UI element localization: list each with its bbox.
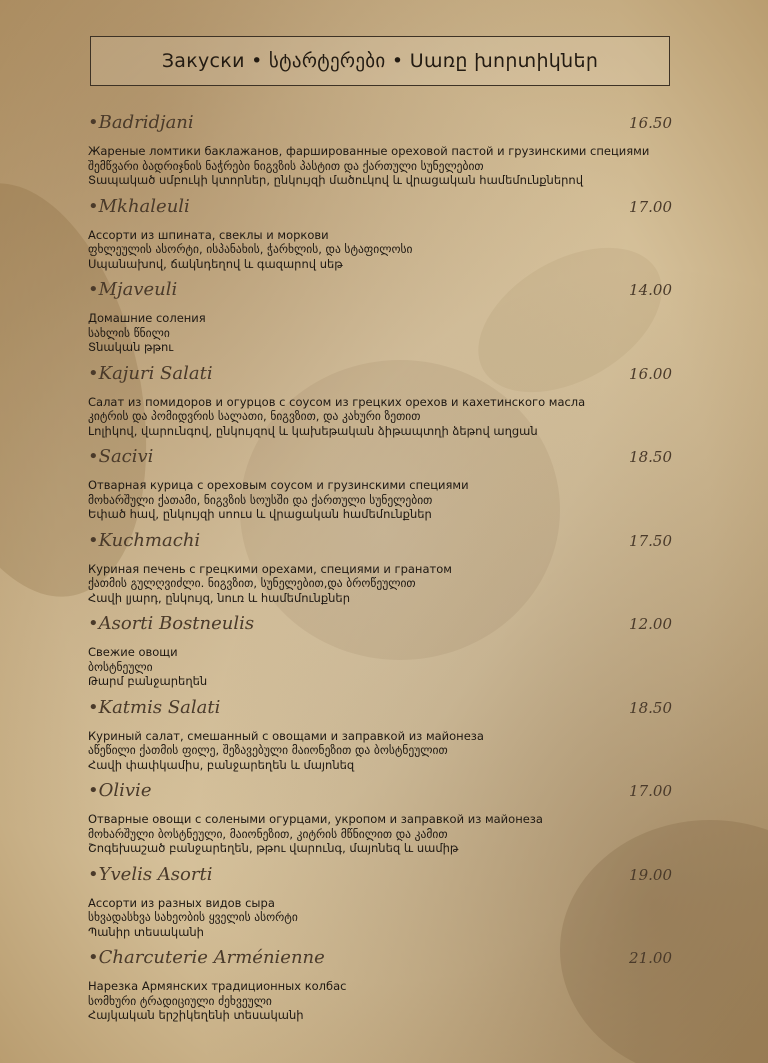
menu-item-header — [88, 697, 672, 725]
description-line: Куриный салат, смешанный с овощами и заправкой из майонеза — [88, 728, 484, 743]
menu-item-name: •Badridjani — [88, 112, 194, 133]
description-line: Жареные ломтики баклажанов, фаршированные ореховой пастой и грузинскими специями — [88, 144, 650, 158]
menu-item — [88, 196, 672, 280]
description-line: Отварная курица с ореховым соусом и грузинскими специями — [88, 478, 469, 492]
description-line: ფხლეულის ასორტი, ისპანახის, ჭარხლის, და სტაფილოსი — [88, 242, 413, 256]
description-line: Հավի փափկամիս, բանջարեղեն և մայոնեզ — [88, 757, 355, 772]
description-line: Салат из помидоров и огурцов с соусом из грецких орехов и кахетинского масла — [88, 394, 586, 409]
menu-item-description — [88, 645, 672, 689]
menu-item-header — [88, 279, 672, 307]
menu-item-description — [88, 311, 672, 355]
menu-item — [88, 947, 672, 1031]
menu-item-price: 14.00 — [629, 281, 672, 299]
menu-item-name: •Asorti Bostneulis — [88, 613, 255, 634]
menu-item-header — [88, 947, 672, 975]
menu-item-header — [88, 780, 672, 808]
description-line: Нарезка Армянских традиционных колбас — [88, 979, 347, 993]
description-line: Свежие овощи — [88, 645, 178, 659]
section-header — [90, 36, 670, 86]
description-line: სომხური ტრადიციული ძეხვეული — [88, 993, 272, 1008]
menu-item — [88, 864, 672, 948]
menu-item-name: •Kuchmachi — [88, 529, 201, 551]
description-line: Отварные овощи с солеными огурцами, укропом и заправкой из майонеза — [88, 812, 543, 826]
description-line: კიტრის და პომიდვრის სალათი, ნიგვზით, და კახური ზეთით — [88, 409, 421, 423]
menu-item-price: 16.50 — [629, 114, 672, 132]
menu-item-name: •Sacivi — [88, 446, 154, 467]
description-line: Հայկական երշիկեղենի տեսականի — [88, 1008, 304, 1022]
description-line: Հավի լյարդ, ընկույզ, նուռ և համեմունքներ — [88, 590, 351, 605]
menu-item-header — [88, 446, 672, 474]
menu-item-price: 18.50 — [629, 448, 672, 466]
menu-item — [88, 780, 672, 864]
description-line: Շոգեխաշած բանջարեղեն, թթու վարունգ, մայոնեզ և սամիթ — [88, 841, 459, 855]
description-line: სხვადასხვა სახეობის ყველის ასორტი — [88, 910, 298, 924]
menu-item-price: 18.50 — [629, 698, 672, 717]
menu-item-description — [88, 228, 672, 272]
description-line: ქათმის გულღვიძლი. ნიგვზით, სუნელებით,და ბროწეულით — [88, 576, 416, 590]
menu-item-header — [88, 864, 672, 892]
menu-item-price: 12.00 — [629, 615, 672, 633]
menu-item — [88, 697, 672, 781]
menu-item-description — [88, 729, 672, 773]
description-line: Թարմ բանջարեղեն — [88, 674, 208, 688]
menu-item-description — [88, 144, 672, 188]
description-line: Լոլիկով, վարունգով, ընկույզով և կախեթական ձիթապտղի ձեթով աղցան — [88, 423, 538, 438]
menu-item — [88, 446, 672, 530]
menu-item-name: •Kajuri Salati — [88, 362, 213, 384]
description-line: შემწვარი ბადრიჯნის ნაჭრები ნიგვზის პასტით და ქართული სუნელებით — [88, 158, 484, 173]
menu-item-header — [88, 530, 672, 558]
menu-item-price: 16.00 — [629, 364, 672, 383]
description-line: Куриная печень с грецкими орехами, специями и гранатом — [88, 561, 452, 576]
menu-item-description — [88, 395, 672, 439]
menu-item — [88, 112, 672, 196]
menu-item-name: •Mjaveuli — [88, 279, 178, 300]
menu-item — [88, 363, 672, 447]
description-line: მოხარშული ქათამი, ნიგვზის სოუსში და ქართული სუნელებით — [88, 492, 433, 507]
menu-list — [88, 112, 672, 1031]
menu-item-header — [88, 196, 672, 224]
menu-item — [88, 530, 672, 614]
menu-item-name: •Mkhaleuli — [88, 195, 190, 217]
menu-item-name: •Olivie — [88, 780, 152, 801]
description-line: Եփած հավ, ընկույզի սոուս և վրացական համեմունքներ — [88, 507, 432, 521]
menu-item-name: •Yvelis Asorti — [88, 863, 213, 885]
description-line: Ассорти из разных видов сыра — [88, 895, 275, 910]
description-line: Ассорти из шпината, свеклы и моркови — [88, 227, 329, 242]
menu-item — [88, 279, 672, 363]
menu-item-name: •Charcuterie Arménienne — [88, 947, 325, 968]
description-line: Սպանախով, ճակնդեղով և գազարով սեթ — [88, 256, 343, 271]
menu-item — [88, 613, 672, 697]
menu-item-name: •Katmis Salati — [88, 696, 221, 718]
menu-item-header — [88, 363, 672, 391]
description-line: ბოსტნეული — [88, 659, 153, 674]
description-line: მოხარშული ბოსტნეული, მაიონეზით, კიტრის მწნილით და კამით — [88, 826, 448, 841]
menu-item-description — [88, 979, 672, 1023]
description-line: Տապակած սմբուկի կտորներ, ընկույզի մածուկով և վրացական համեմունքներով — [88, 173, 583, 187]
menu-item-description — [88, 478, 672, 522]
menu-item-price: 17.50 — [629, 531, 672, 550]
menu-item-header — [88, 112, 672, 140]
description-line: აწეწილი ქათმის ფილე, შეზავებული მაიონეზით და ბოსტნეულით — [88, 743, 448, 757]
description-line: Домашние соления — [88, 311, 206, 325]
menu-item-price: 17.00 — [629, 782, 672, 800]
section-title: Закуски • სტარტერები • Սառը խորտիկներ — [161, 50, 599, 72]
description-line: Պանիր տեսականի — [88, 924, 204, 939]
menu-item-price: 19.00 — [629, 865, 672, 884]
menu-item-header — [88, 613, 672, 641]
menu-item-description — [88, 562, 672, 606]
menu-item-price: 17.00 — [629, 197, 672, 216]
description-line: Տնական թթու — [88, 340, 174, 354]
menu-item-description — [88, 896, 672, 940]
menu-item-price: 21.00 — [629, 949, 672, 967]
menu-item-description — [88, 812, 672, 856]
description-line: სახლის წნილი — [88, 325, 170, 340]
